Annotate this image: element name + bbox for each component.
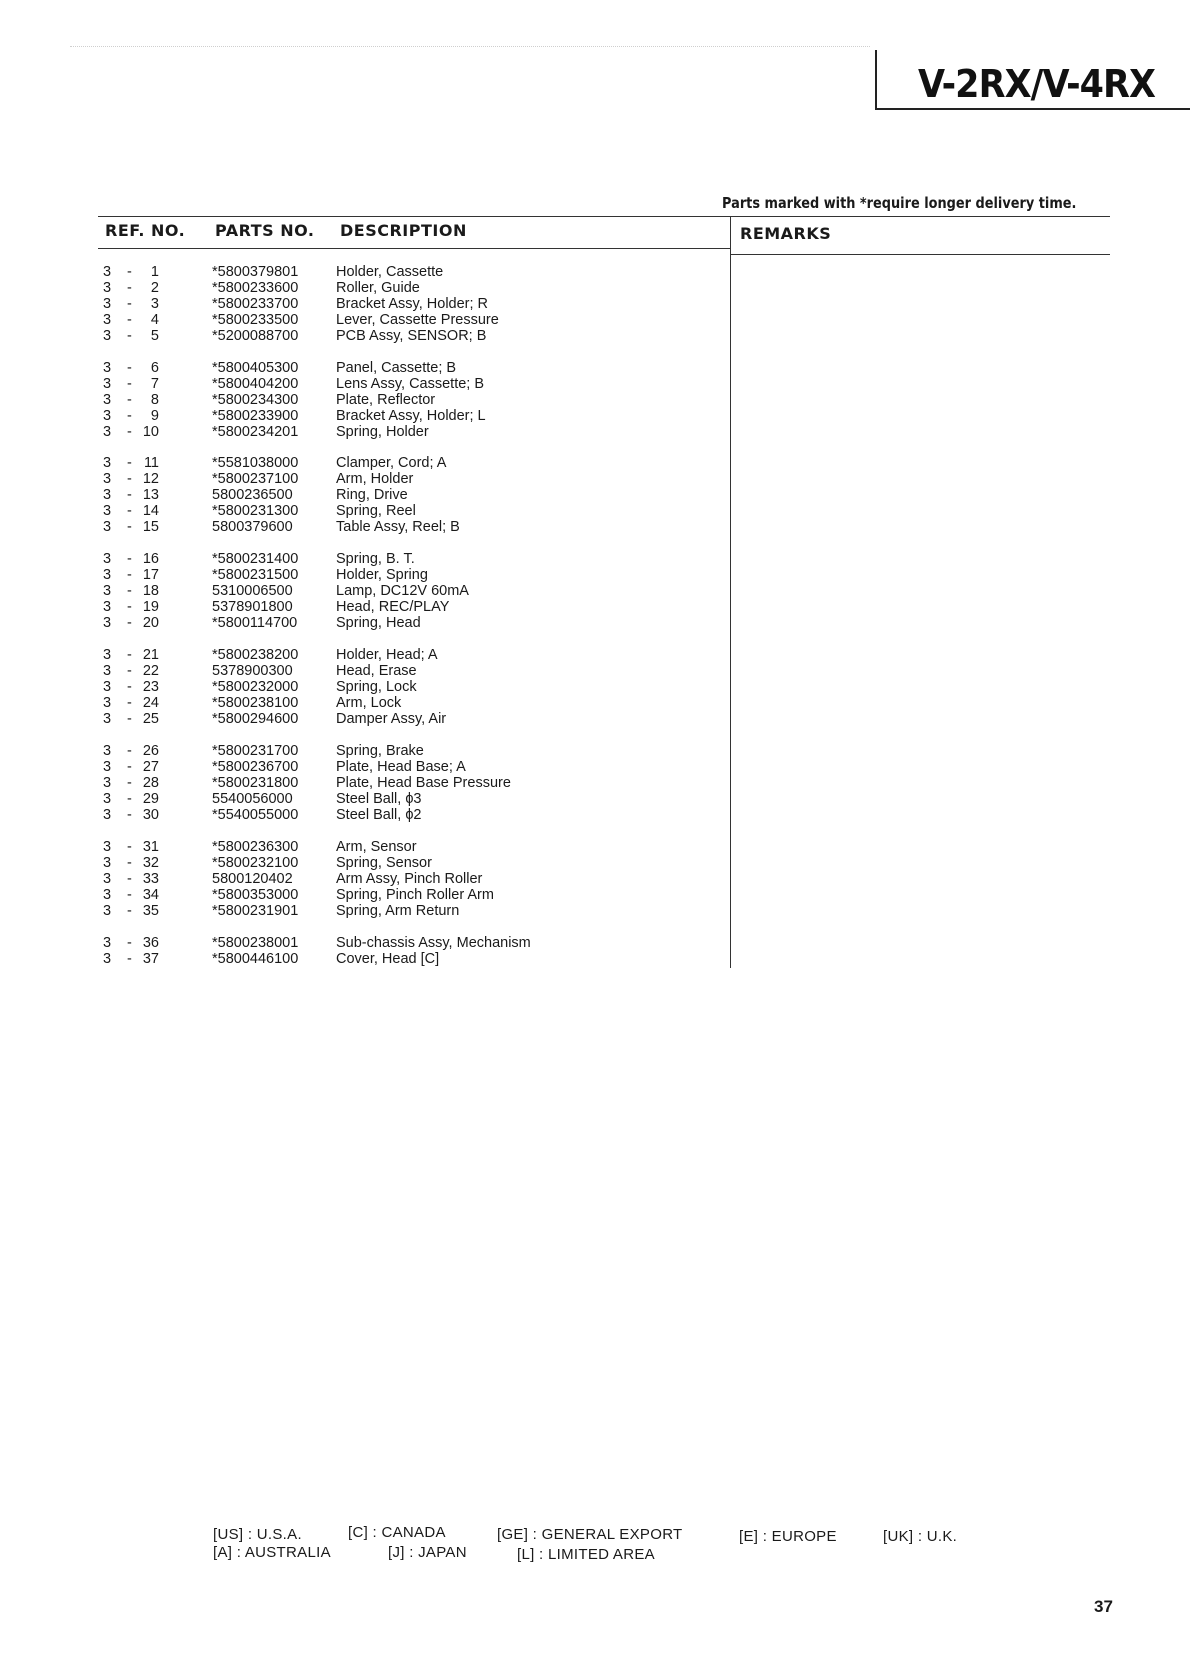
- ref-separator: -: [127, 376, 132, 392]
- ref-item: 26: [142, 743, 159, 759]
- ref-section: 3: [103, 408, 112, 424]
- table-row: [0, 471, 730, 487]
- table-row: [0, 408, 730, 424]
- ref-section: 3: [103, 376, 112, 392]
- ref-item: 29: [142, 791, 159, 807]
- ref-section: 3: [103, 519, 112, 535]
- part-description: Holder, Cassette: [336, 264, 444, 280]
- ref-section: 3: [103, 935, 112, 951]
- part-number: *5581038000: [212, 455, 299, 471]
- part-number: 5378901800: [212, 599, 293, 615]
- table-row: [0, 791, 730, 807]
- ref-separator: -: [127, 455, 132, 471]
- ref-separator: -: [127, 519, 132, 535]
- ref-section: 3: [103, 663, 112, 679]
- delivery-note: Parts marked with *require longer delivery time.: [722, 194, 1077, 212]
- column-header-remarks: REMARKS: [740, 224, 832, 243]
- part-description: Lamp, DC12V 60mA: [336, 583, 469, 599]
- part-number: *5800405300: [212, 360, 299, 376]
- parts-list: [0, 0, 730, 980]
- part-description: Plate, Head Base Pressure: [336, 775, 511, 791]
- legend-general-export: [GE] : GENERAL EXPORT: [497, 1526, 683, 1543]
- part-description: Clamper, Cord; A: [336, 455, 447, 471]
- ref-section: 3: [103, 903, 112, 919]
- ref-item: 19: [142, 599, 159, 615]
- ref-separator: -: [127, 791, 132, 807]
- ref-section: 3: [103, 695, 112, 711]
- part-number: 5310006500: [212, 583, 293, 599]
- ref-item: 6: [150, 360, 159, 376]
- ref-item: 10: [142, 424, 159, 440]
- table-row: [0, 903, 730, 919]
- ref-item: 13: [142, 487, 159, 503]
- ref-separator: -: [127, 871, 132, 887]
- ref-separator: -: [127, 935, 132, 951]
- ref-item: 17: [142, 567, 159, 583]
- ref-section: 3: [103, 551, 112, 567]
- ref-section: 3: [103, 455, 112, 471]
- ref-item: 25: [142, 711, 159, 727]
- part-number: *5800231800: [212, 775, 299, 791]
- table-row: [0, 424, 730, 440]
- part-description: Spring, B. T.: [336, 551, 415, 567]
- destination-legend: [213, 1526, 1013, 1572]
- table-row: [0, 711, 730, 727]
- part-number: *5800234300: [212, 392, 299, 408]
- ref-separator: -: [127, 663, 132, 679]
- ref-separator: -: [127, 599, 132, 615]
- ref-item: 14: [142, 503, 159, 519]
- ref-section: 3: [103, 743, 112, 759]
- ref-section: 3: [103, 264, 112, 280]
- ref-separator: -: [127, 408, 132, 424]
- part-description: Spring, Sensor: [336, 855, 432, 871]
- part-number: *5800233900: [212, 408, 299, 424]
- ref-item: 9: [150, 408, 159, 424]
- table-row: [0, 376, 730, 392]
- part-description: Sub-chassis Assy, Mechanism: [336, 935, 531, 951]
- ref-item: 28: [142, 775, 159, 791]
- table-row: [0, 759, 730, 775]
- part-description: Bracket Assy, Holder; R: [336, 296, 489, 312]
- ref-item: 18: [142, 583, 159, 599]
- part-number: *5800233600: [212, 280, 299, 296]
- ref-item: 7: [150, 376, 159, 392]
- part-number: 5378900300: [212, 663, 293, 679]
- ref-separator: -: [127, 743, 132, 759]
- table-row: [0, 519, 730, 535]
- ref-section: 3: [103, 887, 112, 903]
- remarks-column-divider: [730, 216, 731, 968]
- ref-item: 30: [142, 807, 159, 823]
- ref-separator: -: [127, 951, 132, 967]
- ref-separator: -: [127, 855, 132, 871]
- part-number: *5800232100: [212, 855, 299, 871]
- part-number: *5800231400: [212, 551, 299, 567]
- part-number: *5800114700: [212, 615, 298, 631]
- ref-separator: -: [127, 647, 132, 663]
- table-row: [0, 503, 730, 519]
- part-description: Steel Ball, ϕ2: [336, 807, 422, 823]
- ref-section: 3: [103, 503, 112, 519]
- ref-item: 15: [142, 519, 159, 535]
- part-description: Ring, Drive: [336, 487, 408, 503]
- table-row: [0, 935, 730, 951]
- part-description: Spring, Head: [336, 615, 421, 631]
- part-description: Table Assy, Reel; B: [336, 519, 460, 535]
- ref-separator: -: [127, 759, 132, 775]
- ref-separator: -: [127, 503, 132, 519]
- part-description: Spring, Holder: [336, 424, 429, 440]
- part-number: 5800120402: [212, 871, 293, 887]
- ref-section: 3: [103, 775, 112, 791]
- ref-section: 3: [103, 360, 112, 376]
- legend-australia: [A] : AUSTRALIA: [213, 1544, 331, 1561]
- part-description: PCB Assy, SENSOR; B: [336, 328, 487, 344]
- part-number: *5800233500: [212, 312, 299, 328]
- table-row: [0, 296, 730, 312]
- table-row: [0, 647, 730, 663]
- part-description: Head, REC/PLAY: [336, 599, 450, 615]
- legend-europe: [E] : EUROPE: [739, 1528, 837, 1545]
- ref-section: 3: [103, 791, 112, 807]
- ref-separator: -: [127, 887, 132, 903]
- ref-item: 33: [142, 871, 159, 887]
- ref-item: 34: [142, 887, 159, 903]
- ref-item: 32: [142, 855, 159, 871]
- ref-section: 3: [103, 647, 112, 663]
- ref-section: 3: [103, 839, 112, 855]
- ref-section: 3: [103, 951, 112, 967]
- table-row: [0, 951, 730, 967]
- part-number: *5800238200: [212, 647, 299, 663]
- part-number: *5800237100: [212, 471, 299, 487]
- part-number: *5800231300: [212, 503, 299, 519]
- part-description: Holder, Spring: [336, 567, 428, 583]
- part-description: Arm Assy, Pinch Roller: [336, 871, 483, 887]
- ref-separator: -: [127, 583, 132, 599]
- table-row: [0, 567, 730, 583]
- part-description: Plate, Reflector: [336, 392, 436, 408]
- ref-separator: -: [127, 487, 132, 503]
- table-row: [0, 551, 730, 567]
- ref-item: 27: [142, 759, 159, 775]
- ref-item: 11: [143, 455, 159, 471]
- part-description: Cover, Head [C]: [336, 951, 440, 967]
- ref-item: 16: [142, 551, 159, 567]
- part-description: Spring, Pinch Roller Arm: [336, 887, 494, 903]
- table-row: [0, 615, 730, 631]
- ref-section: 3: [103, 583, 112, 599]
- ref-item: 31: [142, 839, 159, 855]
- table-row: [0, 392, 730, 408]
- ref-section: 3: [103, 328, 112, 344]
- legend-limited-area: [L] : LIMITED AREA: [517, 1546, 655, 1563]
- part-description: Arm, Sensor: [336, 839, 417, 855]
- part-number: 5800236500: [212, 487, 293, 503]
- ref-section: 3: [103, 487, 112, 503]
- ref-separator: -: [127, 312, 132, 328]
- table-row: [0, 679, 730, 695]
- ref-item: 20: [142, 615, 159, 631]
- part-description: Spring, Reel: [336, 503, 416, 519]
- table-row: [0, 855, 730, 871]
- ref-separator: -: [127, 551, 132, 567]
- part-number: *5800236700: [212, 759, 299, 775]
- ref-section: 3: [103, 599, 112, 615]
- part-number: *5800353000: [212, 887, 299, 903]
- ref-item: 8: [150, 392, 159, 408]
- model-title: V-2RX/V-4RX: [918, 62, 1156, 106]
- legend-us: [US] : U.S.A.: [213, 1526, 302, 1543]
- table-row: [0, 663, 730, 679]
- table-row: [0, 775, 730, 791]
- table-row: [0, 743, 730, 759]
- part-number: 5800379600: [212, 519, 293, 535]
- ref-separator: -: [127, 328, 132, 344]
- part-description: Arm, Lock: [336, 695, 402, 711]
- ref-separator: -: [127, 424, 132, 440]
- legend-uk: [UK] : U.K.: [883, 1528, 958, 1545]
- part-number: *5800446100: [212, 951, 299, 967]
- remarks-header-rule: [730, 254, 1110, 255]
- ref-section: 3: [103, 759, 112, 775]
- table-row: [0, 807, 730, 823]
- table-row: [0, 487, 730, 503]
- part-number: *5800232000: [212, 679, 299, 695]
- part-number: *5540055000: [212, 807, 299, 823]
- part-number: *5800234201: [212, 424, 299, 440]
- legend-canada: [C] : CANADA: [348, 1524, 446, 1541]
- table-row: [0, 887, 730, 903]
- ref-section: 3: [103, 392, 112, 408]
- part-number: *5800294600: [212, 711, 299, 727]
- ref-separator: -: [127, 392, 132, 408]
- column-header-ref-no: REF. NO.: [105, 221, 186, 240]
- part-number: *5800236300: [212, 839, 299, 855]
- ref-section: 3: [103, 871, 112, 887]
- table-row: [0, 360, 730, 376]
- ref-separator: -: [127, 903, 132, 919]
- ref-separator: -: [127, 360, 132, 376]
- ref-item: 36: [142, 935, 159, 951]
- column-header-parts-no: PARTS NO.: [215, 221, 315, 240]
- ref-separator: -: [127, 839, 132, 855]
- ref-item: 2: [150, 280, 159, 296]
- part-description: Lens Assy, Cassette; B: [336, 376, 485, 392]
- ref-separator: -: [127, 615, 132, 631]
- part-description: Head, Erase: [336, 663, 417, 679]
- column-header-description: DESCRIPTION: [340, 221, 467, 240]
- ref-separator: -: [127, 264, 132, 280]
- part-description: Holder, Head; A: [336, 647, 438, 663]
- ref-item: 3: [150, 296, 159, 312]
- part-number: *5800238100: [212, 695, 299, 711]
- ref-separator: -: [127, 567, 132, 583]
- ref-separator: -: [127, 775, 132, 791]
- part-number: *5200088700: [212, 328, 299, 344]
- table-row: [0, 264, 730, 280]
- ref-separator: -: [127, 280, 132, 296]
- table-row: [0, 583, 730, 599]
- part-description: Lever, Cassette Pressure: [336, 312, 499, 328]
- ref-section: 3: [103, 296, 112, 312]
- table-row: [0, 871, 730, 887]
- part-description: Panel, Cassette; B: [336, 360, 457, 376]
- table-row: [0, 839, 730, 855]
- ref-item: 22: [142, 663, 159, 679]
- ref-section: 3: [103, 855, 112, 871]
- table-row: [0, 312, 730, 328]
- part-number: *5800238001: [212, 935, 299, 951]
- table-row: [0, 695, 730, 711]
- ref-separator: -: [127, 679, 132, 695]
- part-number: *5800233700: [212, 296, 299, 312]
- part-description: Bracket Assy, Holder; L: [336, 408, 486, 424]
- ref-item: 23: [142, 679, 159, 695]
- part-description: Damper Assy, Air: [336, 711, 447, 727]
- table-row: [0, 280, 730, 296]
- part-number: *5800231500: [212, 567, 299, 583]
- ref-section: 3: [103, 471, 112, 487]
- ref-section: 3: [103, 567, 112, 583]
- part-description: Spring, Brake: [336, 743, 424, 759]
- ref-section: 3: [103, 280, 112, 296]
- part-number: 5540056000: [212, 791, 293, 807]
- ref-item: 21: [142, 647, 159, 663]
- part-number: *5800404200: [212, 376, 299, 392]
- ref-separator: -: [127, 807, 132, 823]
- part-description: Spring, Arm Return: [336, 903, 460, 919]
- ref-section: 3: [103, 312, 112, 328]
- table-row: [0, 455, 730, 471]
- part-description: Steel Ball, ϕ3: [336, 791, 422, 807]
- part-description: Plate, Head Base; A: [336, 759, 466, 775]
- ref-section: 3: [103, 807, 112, 823]
- ref-item: 5: [150, 328, 159, 344]
- part-description: Spring, Lock: [336, 679, 417, 695]
- ref-separator: -: [127, 695, 132, 711]
- legend-japan: [J] : JAPAN: [388, 1544, 467, 1561]
- table-row: [0, 328, 730, 344]
- ref-separator: -: [127, 296, 132, 312]
- ref-item: 37: [142, 951, 159, 967]
- table-row: [0, 599, 730, 615]
- part-description: Arm, Holder: [336, 471, 414, 487]
- ref-item: 12: [142, 471, 159, 487]
- part-description: Roller, Guide: [336, 280, 420, 296]
- ref-item: 24: [142, 695, 159, 711]
- ref-item: 4: [150, 312, 159, 328]
- ref-section: 3: [103, 679, 112, 695]
- ref-item: 35: [142, 903, 159, 919]
- ref-separator: -: [127, 471, 132, 487]
- ref-item: 1: [150, 264, 159, 280]
- part-number: *5800231700: [212, 743, 299, 759]
- ref-section: 3: [103, 615, 112, 631]
- ref-section: 3: [103, 711, 112, 727]
- part-number: *5800379801: [212, 264, 299, 280]
- page-number: 37: [1094, 1597, 1113, 1616]
- ref-separator: -: [127, 711, 132, 727]
- ref-section: 3: [103, 424, 112, 440]
- part-number: *5800231901: [212, 903, 299, 919]
